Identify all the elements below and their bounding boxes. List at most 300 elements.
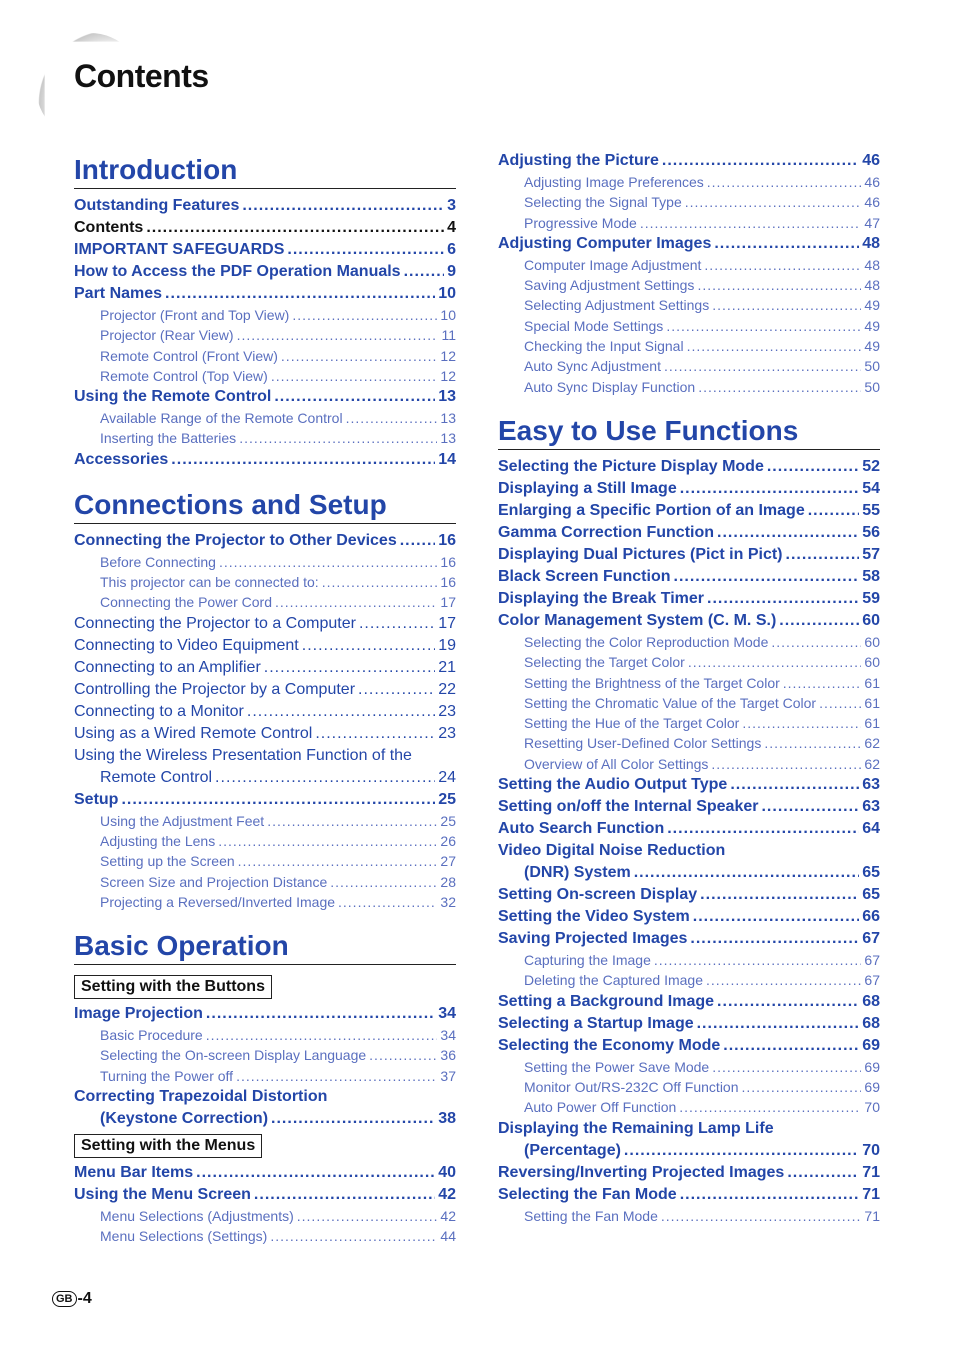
toc-entry-page: 70 xyxy=(864,1099,880,1116)
toc-entry-label: Connecting to Video Equipment xyxy=(74,636,299,654)
dot-leader xyxy=(761,796,859,818)
page-title: Contents xyxy=(74,58,209,94)
dot-leader xyxy=(254,1184,435,1206)
toc-entry-label: Selecting the Picture Display Mode xyxy=(498,457,764,475)
toc-entry-label: Adjusting Image Preferences xyxy=(524,174,704,190)
dot-leader xyxy=(687,336,862,356)
dot-leader xyxy=(165,283,435,305)
toc-entry[interactable] xyxy=(74,679,456,701)
toc-entry-label: Turning the Power off xyxy=(100,1067,234,1084)
toc-entry-label: Auto Sync Display Function xyxy=(524,378,696,395)
toc-entry-label: Controlling the Projector by a Computer xyxy=(74,680,356,698)
dot-leader xyxy=(219,552,437,572)
toc-section xyxy=(74,150,456,471)
toc-entry[interactable] xyxy=(74,592,456,612)
toc-entry-label: Contents xyxy=(74,219,144,236)
dot-leader xyxy=(369,1045,437,1065)
toc-entry-page: 4 xyxy=(447,219,456,236)
dot-leader xyxy=(196,1162,435,1184)
toc-entry[interactable] xyxy=(498,588,880,610)
toc-entry[interactable] xyxy=(498,356,880,376)
toc-entry[interactable] xyxy=(498,150,880,172)
toc-entry-label: Selecting the Color Reproduction Mode xyxy=(524,633,769,650)
dot-leader xyxy=(704,255,861,275)
toc-entry-label: How to Access the PDF Operation Manuals xyxy=(74,263,401,280)
toc-entry[interactable] xyxy=(74,283,456,305)
toc-entry-label: Auto Power Off Function xyxy=(524,1099,677,1116)
toc-entry[interactable] xyxy=(74,851,456,871)
toc-entry-page: 65 xyxy=(862,864,880,882)
toc-entry[interactable] xyxy=(74,1226,456,1246)
toc-entry-label: Basic Procedure xyxy=(100,1027,203,1044)
toc-entry-label: Before Connecting xyxy=(100,553,216,570)
toc-entry-page: 16 xyxy=(440,574,456,591)
toc-entry-label: Setting the Chromatic Value of the Target Color xyxy=(524,694,817,711)
toc-entry-page: 34 xyxy=(438,1005,456,1023)
toc-entry[interactable] xyxy=(498,192,880,212)
dot-leader xyxy=(271,366,438,386)
toc-entry-label: Connecting the Power Cord xyxy=(100,594,272,611)
toc-entry[interactable] xyxy=(498,693,880,713)
dot-leader xyxy=(786,544,860,566)
toc-entry[interactable] xyxy=(498,818,880,840)
toc-entry[interactable] xyxy=(74,789,456,811)
toc-entry-page: 68 xyxy=(862,1014,880,1032)
toc-entry-page: 49 xyxy=(864,297,880,314)
toc-entry[interactable] xyxy=(74,723,456,745)
toc-entry[interactable] xyxy=(74,449,456,471)
toc-left-column xyxy=(74,150,456,1261)
toc-entry[interactable] xyxy=(498,316,880,336)
dot-leader xyxy=(767,456,859,478)
toc-entry-label: Reversing/Inverting Projected Images xyxy=(498,1163,785,1181)
toc-entry[interactable] xyxy=(498,774,880,796)
toc-entry-page: 50 xyxy=(864,378,880,395)
toc-entry[interactable] xyxy=(74,408,456,428)
toc-entry[interactable] xyxy=(74,572,456,592)
toc-entry[interactable] xyxy=(74,1025,456,1045)
toc-entry-page: 11 xyxy=(441,327,456,344)
dot-leader xyxy=(808,500,859,522)
toc-entry-label: Displaying the Break Timer xyxy=(498,589,704,607)
toc-entry-page: 62 xyxy=(864,735,880,752)
toc-entry-label: Saving Adjustment Settings xyxy=(524,277,695,294)
toc-entry-page: 37 xyxy=(440,1067,456,1084)
toc-entry[interactable] xyxy=(74,811,456,831)
toc-entry[interactable] xyxy=(74,872,456,892)
toc-entry[interactable] xyxy=(498,754,880,774)
toc-entry-page: 54 xyxy=(862,479,880,497)
toc-entry-page: 62 xyxy=(864,755,880,772)
toc-entry[interactable] xyxy=(74,552,456,572)
dot-leader xyxy=(717,522,859,544)
dot-leader xyxy=(146,217,444,239)
dot-leader xyxy=(242,195,444,217)
toc-entry[interactable] xyxy=(498,566,880,588)
dot-leader xyxy=(264,657,435,679)
toc-entry[interactable] xyxy=(498,1057,880,1077)
dot-leader xyxy=(274,386,435,408)
toc-entry[interactable] xyxy=(498,275,880,295)
toc-entry-label: Auto Sync Adjustment xyxy=(524,358,661,375)
toc-entry-label: Setting On-screen Display xyxy=(498,886,698,904)
toc-entry-page: 12 xyxy=(440,367,456,384)
toc-entry[interactable] xyxy=(498,928,880,950)
dot-leader xyxy=(171,449,435,471)
toc-entry-label: Checking the Input Signal xyxy=(524,338,684,355)
toc-entry[interactable] xyxy=(498,172,880,192)
dot-leader xyxy=(302,635,435,657)
dot-leader xyxy=(121,789,435,811)
toc-entry-label: Setting up the Screen xyxy=(100,853,235,870)
toc-entry-label: (Percentage) xyxy=(524,1141,621,1159)
toc-entry-page: 16 xyxy=(440,553,456,570)
dot-leader xyxy=(688,652,862,672)
toc-entry-page: 69 xyxy=(864,1058,880,1075)
toc-entry-label: Setting a Background Image xyxy=(498,992,715,1010)
toc-entry-page: 66 xyxy=(862,908,880,926)
toc-entry-page: 63 xyxy=(862,798,880,816)
toc-entry-label: Computer Image Adjustment xyxy=(524,256,702,273)
toc-entry-page: 48 xyxy=(864,277,880,294)
dot-leader xyxy=(281,346,438,366)
toc-entry-page: 57 xyxy=(862,545,880,563)
toc-entry[interactable] xyxy=(498,610,880,632)
toc-entry-label: Black Screen Function xyxy=(498,567,671,585)
toc-entry-page: 67 xyxy=(864,952,880,969)
toc-entry[interactable] xyxy=(498,213,880,233)
toc-entry-label: Menu Selections (Settings) xyxy=(100,1228,268,1245)
page-footer xyxy=(52,1290,92,1308)
toc-entry[interactable] xyxy=(498,1097,880,1117)
toc-entry-page: 60 xyxy=(862,611,880,629)
dot-leader xyxy=(711,754,861,774)
toc-entry-page: 40 xyxy=(438,1164,456,1182)
dot-leader xyxy=(679,1097,861,1117)
toc-entry-label: (DNR) System xyxy=(524,864,631,882)
toc-entry[interactable] xyxy=(74,892,456,912)
toc-entry[interactable] xyxy=(74,1184,456,1206)
toc-entry[interactable] xyxy=(498,295,880,315)
dot-leader xyxy=(700,884,859,906)
toc-entry-label: Selecting Adjustment Settings xyxy=(524,297,710,314)
toc-entry-page: 48 xyxy=(864,256,880,273)
toc-entry-page: 61 xyxy=(864,715,880,732)
toc-entry-label: Adjusting Computer Images xyxy=(498,234,712,252)
toc-entry[interactable] xyxy=(498,233,880,255)
dot-leader xyxy=(783,673,862,693)
toc-entry-label: Using the Menu Screen xyxy=(74,1186,251,1204)
toc-entry[interactable] xyxy=(498,1184,880,1206)
toc-entry[interactable] xyxy=(498,1013,880,1035)
dot-leader xyxy=(723,1035,859,1057)
toc-entry-label: Selecting the Fan Mode xyxy=(498,1185,677,1203)
dot-leader xyxy=(346,408,438,428)
toc-entry-page: 13 xyxy=(438,388,456,406)
toc-entry[interactable] xyxy=(74,635,456,657)
toc-entry-page: 44 xyxy=(440,1228,456,1245)
toc-entry[interactable] xyxy=(498,632,880,652)
toc-entry[interactable] xyxy=(74,1066,456,1086)
toc-entry-label[interactable]: Correcting Trapezoidal Distortion xyxy=(74,1088,328,1106)
toc-entry-page: 25 xyxy=(438,790,456,808)
toc-entry[interactable] xyxy=(74,428,456,448)
dot-leader xyxy=(270,1226,437,1246)
toc-entry[interactable] xyxy=(498,950,880,970)
dot-leader xyxy=(239,428,437,448)
toc-entry-page: 46 xyxy=(864,174,880,190)
toc-entry[interactable] xyxy=(498,1077,880,1097)
toc-entry[interactable] xyxy=(498,991,880,1013)
toc-entry[interactable] xyxy=(498,673,880,693)
dot-leader xyxy=(697,1013,860,1035)
dot-leader xyxy=(779,610,859,632)
dot-leader xyxy=(717,991,859,1013)
toc-entry[interactable] xyxy=(498,796,880,818)
toc-entry[interactable] xyxy=(74,239,456,261)
toc-entry-page: 71 xyxy=(862,1185,880,1203)
toc-entry-label: Monitor Out/RS-232C Off Function xyxy=(524,1078,739,1095)
toc-entry-label: Available Range of the Remote Control xyxy=(100,410,343,427)
dot-leader xyxy=(742,1077,862,1097)
dot-leader xyxy=(819,693,861,713)
toc-entry-label: Selecting the On-screen Display Language xyxy=(100,1047,367,1064)
dot-leader xyxy=(206,1003,435,1025)
toc-entry-page: 68 xyxy=(862,992,880,1010)
toc-entry-label: Selecting a Startup Image xyxy=(498,1014,694,1032)
toc-entry[interactable] xyxy=(498,713,880,733)
toc-entry[interactable] xyxy=(498,1035,880,1057)
dot-leader xyxy=(215,767,435,789)
toc-entry-page: 67 xyxy=(864,972,880,989)
dot-leader xyxy=(666,316,861,336)
toc-entry[interactable] xyxy=(74,831,456,851)
dot-leader xyxy=(297,1206,438,1226)
toc-entry[interactable] xyxy=(498,336,880,356)
toc-entry-page: 19 xyxy=(438,636,456,654)
toc-entry[interactable] xyxy=(498,522,880,544)
toc-entry[interactable] xyxy=(74,195,456,217)
dot-leader xyxy=(685,192,862,212)
toc-entry-label: Selecting the Economy Mode xyxy=(498,1036,721,1054)
toc-entry-label: Outstanding Features xyxy=(74,197,240,214)
toc-entry[interactable] xyxy=(74,613,456,635)
toc-entry[interactable] xyxy=(74,366,456,386)
toc-entry-page: 56 xyxy=(862,523,880,541)
toc-entry-page: 50 xyxy=(864,358,880,375)
toc-entry[interactable] xyxy=(74,1045,456,1065)
toc-entry-page: 55 xyxy=(862,501,880,519)
toc-section xyxy=(74,926,456,1246)
toc-entry[interactable] xyxy=(498,1206,880,1226)
toc-entry[interactable] xyxy=(74,530,456,552)
toc-entry-page: 59 xyxy=(862,589,880,607)
toc-entry-label: Part Names xyxy=(74,285,163,302)
toc-entry-page: 28 xyxy=(440,873,456,890)
toc-entry-page: 70 xyxy=(862,1141,880,1159)
gb-badge: GB xyxy=(52,1291,77,1307)
toc-entry-label: Saving Projected Images xyxy=(498,930,688,948)
dot-leader xyxy=(706,970,861,990)
toc-entry-label: Projector (Front and Top View) xyxy=(100,307,290,323)
toc-entry-label: Connecting to an Amplifier xyxy=(74,658,261,676)
toc-entry[interactable] xyxy=(74,657,456,679)
dot-leader xyxy=(287,239,444,261)
toc-entry-label: Setting the Brightness of the Target Color xyxy=(524,674,780,691)
dot-leader xyxy=(315,723,435,745)
dot-leader xyxy=(693,906,859,928)
toc-entry-page: 6 xyxy=(447,241,456,258)
toc-entry-label: Remote Control (Front View) xyxy=(100,347,278,364)
toc-entry-page: 16 xyxy=(438,531,456,549)
dot-leader xyxy=(787,1162,859,1184)
dot-leader xyxy=(322,572,438,592)
toc-entry[interactable] xyxy=(74,767,456,789)
toc-entry[interactable] xyxy=(74,305,456,325)
toc-entry[interactable] xyxy=(74,1003,456,1025)
dot-leader xyxy=(218,831,437,851)
toc-entry[interactable] xyxy=(498,500,880,522)
toc-entry-label: Gamma Correction Function xyxy=(498,523,715,541)
dot-leader xyxy=(742,713,861,733)
dot-leader xyxy=(338,892,437,912)
toc-entry-page: 32 xyxy=(440,893,456,910)
page-number: -4 xyxy=(77,1290,92,1307)
toc-entry-page: 42 xyxy=(440,1208,456,1225)
toc-entry-page: 47 xyxy=(864,214,880,231)
toc-entry-page: 61 xyxy=(864,694,880,711)
toc-entry[interactable] xyxy=(74,261,456,283)
toc-entry-label: Inserting the Batteries xyxy=(100,430,237,447)
toc-entry-page: 9 xyxy=(447,263,456,280)
toc-entry-label[interactable]: Video Digital Noise Reduction xyxy=(498,842,726,860)
toc-entry-label: Menu Bar Items xyxy=(74,1164,194,1182)
toc-entry-page: 46 xyxy=(864,194,880,211)
toc-entry-page: 34 xyxy=(440,1027,456,1044)
toc-entry[interactable] xyxy=(74,346,456,366)
toc-entry-label: Using the Adjustment Feet xyxy=(100,812,265,829)
toc-entry-page: 69 xyxy=(864,1078,880,1095)
toc-entry-label: Connecting the Projector to Other Devices xyxy=(74,531,397,549)
dot-leader xyxy=(674,566,860,588)
toc-entry-page: 46 xyxy=(862,152,880,169)
toc-entry[interactable] xyxy=(74,1206,456,1226)
toc-entry[interactable] xyxy=(74,325,456,345)
page-header xyxy=(0,0,954,130)
toc-entry-page: 48 xyxy=(862,234,880,252)
dot-leader xyxy=(714,233,859,255)
toc-entry-label: Selecting the Signal Type xyxy=(524,194,682,211)
toc-entry-label: Image Projection xyxy=(74,1005,203,1023)
toc-entry-label: Setting on/off the Internal Speaker xyxy=(498,798,759,816)
toc-entry-label: Setup xyxy=(74,790,119,808)
section-heading: Connections and Setup xyxy=(74,485,456,524)
dot-leader xyxy=(661,1206,862,1226)
toc-entry[interactable] xyxy=(74,217,456,239)
toc-entry-label: This projector can be connected to: xyxy=(100,574,319,591)
toc-entry-page: 14 xyxy=(438,450,456,468)
section-heading: Introduction xyxy=(74,150,456,189)
toc-entry[interactable] xyxy=(498,652,880,672)
toc-entry-page: 61 xyxy=(864,674,880,691)
toc-entry[interactable] xyxy=(498,456,880,478)
toc-entry-label: IMPORTANT SAFEGUARDS xyxy=(74,241,285,258)
toc-entry-label: Using as a Wired Remote Control xyxy=(74,724,313,742)
dot-leader xyxy=(712,295,861,315)
toc-entry-page: 13 xyxy=(440,430,456,447)
toc-entry[interactable] xyxy=(74,1108,456,1130)
dot-leader xyxy=(404,261,445,283)
toc-entry-label: Menu Selections (Adjustments) xyxy=(100,1208,294,1225)
toc-entry[interactable] xyxy=(498,862,880,884)
toc-entry[interactable] xyxy=(498,1140,880,1162)
toc-entry-label: Selecting the Target Color xyxy=(524,654,685,671)
toc-entry[interactable] xyxy=(74,386,456,408)
toc-entry[interactable] xyxy=(498,733,880,753)
toc-entry[interactable] xyxy=(498,255,880,275)
toc-entry[interactable] xyxy=(74,1162,456,1184)
dot-leader xyxy=(654,950,862,970)
dot-leader xyxy=(697,275,861,295)
toc-entry-label: Setting the Hue of the Target Color xyxy=(524,715,740,732)
toc-entry-label[interactable]: Using the Wireless Presentation Function of the xyxy=(74,746,412,764)
toc-entry-label: Projector (Rear View) xyxy=(100,327,234,344)
dot-leader xyxy=(400,530,435,552)
toc-entry-page: 69 xyxy=(862,1036,880,1054)
dot-leader xyxy=(247,701,435,723)
dot-leader xyxy=(640,213,862,233)
dot-leader xyxy=(680,1184,860,1206)
toc-entry[interactable] xyxy=(498,970,880,990)
dot-leader xyxy=(664,356,861,376)
toc-right-column xyxy=(498,150,880,1240)
toc-section xyxy=(74,485,456,912)
toc-entry-label: Using the Remote Control xyxy=(74,388,272,406)
dot-leader xyxy=(267,811,437,831)
toc-entry-label: Remote Control xyxy=(100,768,213,786)
toc-entry-label: Resetting User-Defined Color Settings xyxy=(524,735,762,752)
dot-leader xyxy=(624,1140,859,1162)
toc-entry-page: 13 xyxy=(440,410,456,427)
dot-leader xyxy=(680,478,859,500)
toc-entry-page: 10 xyxy=(440,307,456,323)
toc-entry[interactable] xyxy=(498,906,880,928)
toc-entry-page: 24 xyxy=(438,768,456,786)
toc-entry-page: 49 xyxy=(864,317,880,334)
toc-entry[interactable] xyxy=(498,478,880,500)
toc-entry[interactable] xyxy=(498,884,880,906)
toc-entry[interactable] xyxy=(498,1162,880,1184)
dot-leader xyxy=(237,325,439,345)
toc-entry-page: 21 xyxy=(438,658,456,676)
toc-entry-label: Enlarging a Specific Portion of an Image xyxy=(498,501,805,519)
toc-entry-page: 60 xyxy=(864,633,880,650)
toc-entry-label: Progressive Mode xyxy=(524,214,637,231)
toc-entry-label: Setting the Audio Output Type xyxy=(498,776,728,794)
toc-entry[interactable] xyxy=(498,544,880,566)
toc-entry-label[interactable]: Displaying the Remaining Lamp Life xyxy=(498,1119,774,1137)
toc-entry-page: 25 xyxy=(440,812,456,829)
toc-section xyxy=(498,411,880,1226)
toc-section xyxy=(498,150,880,397)
toc-entry[interactable] xyxy=(498,377,880,397)
toc-entry[interactable] xyxy=(74,701,456,723)
subsection-box-label: Setting with the Buttons xyxy=(74,975,272,999)
section-heading: Easy to Use Functions xyxy=(498,411,880,450)
dot-leader xyxy=(712,1057,861,1077)
dot-leader xyxy=(359,613,435,635)
dot-leader xyxy=(698,377,861,397)
